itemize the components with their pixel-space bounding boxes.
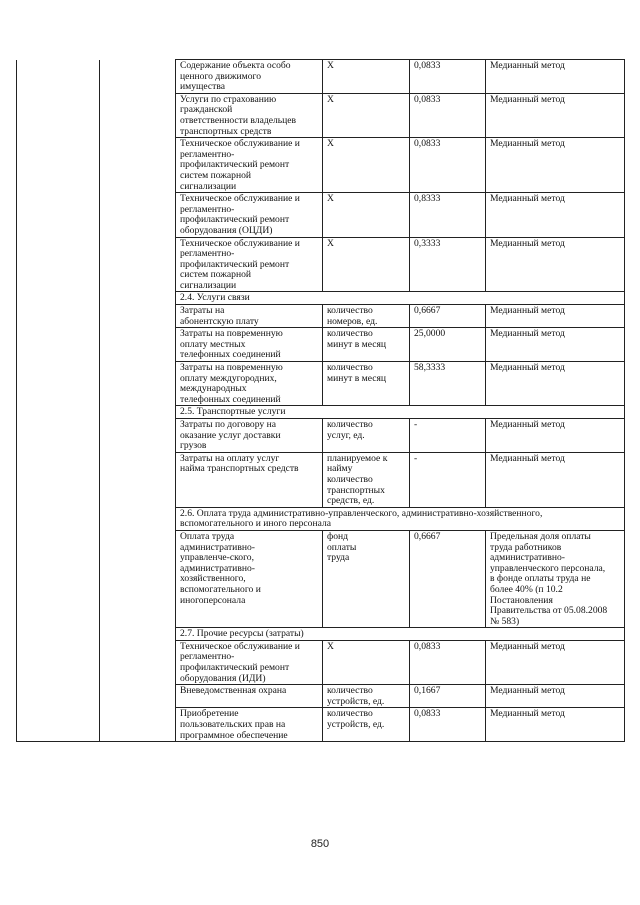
empty-cell xyxy=(100,328,176,362)
section-title: 2.5. Транспортные услуги xyxy=(176,406,625,419)
cost-item-name: Затраты на абонентскую плату xyxy=(176,305,323,328)
table-row xyxy=(17,419,625,453)
empty-cell xyxy=(17,685,100,708)
value-cell: 0,0833 xyxy=(410,708,486,742)
cost-item-name: Приобретение пользовательских прав на программное обеспечение xyxy=(176,708,323,742)
empty-cell xyxy=(100,193,176,237)
empty-cell xyxy=(17,60,100,94)
cost-item-name: Затраты на оплату услуг найма транспортных средств xyxy=(176,452,323,507)
cost-item-name: Техническое обслуживание и регламентно- профилактический ремонт систем пожарной сигнализации xyxy=(176,138,323,193)
table-row xyxy=(17,708,625,742)
empty-cell xyxy=(17,193,100,237)
cost-item-name: Затраты по договору на оказание услуг доставки грузов xyxy=(176,419,323,453)
method-cell: Медианный метод xyxy=(486,419,625,453)
empty-cell xyxy=(17,328,100,362)
empty-cell xyxy=(100,305,176,328)
value-cell: 25,0000 xyxy=(410,328,486,362)
unit-cell: Х xyxy=(323,640,410,684)
value-cell: - xyxy=(410,419,486,453)
cost-item-name: Техническое обслуживание и регламентно- профилактический ремонт оборудования (ИДИ) xyxy=(176,640,323,684)
empty-cell xyxy=(100,640,176,684)
empty-cell xyxy=(100,292,176,305)
empty-cell xyxy=(100,406,176,419)
value-cell: 0,0833 xyxy=(410,60,486,94)
table-row xyxy=(17,452,625,507)
table-row xyxy=(17,138,625,193)
table-row xyxy=(17,530,625,627)
empty-cell xyxy=(100,60,176,94)
cost-item-name: Оплата труда административно- управленче-ского, административно- хозяйственного, вспомогательного и иногоперсонала xyxy=(176,530,323,627)
method-cell: Медианный метод xyxy=(486,362,625,406)
cost-item-name: Затраты на повременную оплату междугородних, международных телефонных соединений xyxy=(176,362,323,406)
empty-cell xyxy=(100,628,176,641)
value-cell: 0,6667 xyxy=(410,530,486,627)
unit-cell: количество минут в месяц xyxy=(323,362,410,406)
table-row xyxy=(17,362,625,406)
empty-cell xyxy=(100,362,176,406)
empty-cell xyxy=(17,507,100,530)
method-cell: Медианный метод xyxy=(486,328,625,362)
value-cell: 0,0833 xyxy=(410,640,486,684)
method-cell: Медианный метод xyxy=(486,708,625,742)
unit-cell: Х xyxy=(323,237,410,292)
empty-cell xyxy=(100,93,176,137)
empty-cell xyxy=(17,93,100,137)
page-number: 850 xyxy=(310,838,330,850)
cost-item-name: Затраты на повременную оплату местных телефонных соединений xyxy=(176,328,323,362)
empty-cell xyxy=(17,530,100,627)
table-row xyxy=(17,305,625,328)
table-row xyxy=(17,328,625,362)
empty-cell xyxy=(17,452,100,507)
value-cell: 0,0833 xyxy=(410,93,486,137)
unit-cell: Х xyxy=(323,93,410,137)
cost-item-name: Вневедомственная охрана xyxy=(176,685,323,708)
method-cell: Предельная доля оплаты труда работников административно- управленческого персонала, в фонде оплаты труда не более 40% (п 10.2 Постановления Правительства от 05.08.2008 № 583) xyxy=(486,530,625,627)
table-row xyxy=(17,237,625,292)
method-cell: Медианный метод xyxy=(486,193,625,237)
unit-cell: количество услуг, ед. xyxy=(323,419,410,453)
table-row xyxy=(17,193,625,237)
method-cell: Медианный метод xyxy=(486,93,625,137)
section-header-row xyxy=(17,406,625,419)
cost-norms-table xyxy=(16,59,625,742)
empty-cell xyxy=(17,628,100,641)
section-header-row xyxy=(17,628,625,641)
method-cell: Медианный метод xyxy=(486,640,625,684)
value-cell: 0,1667 xyxy=(410,685,486,708)
method-cell: Медианный метод xyxy=(486,452,625,507)
section-title: 2.7. Прочие ресурсы (затраты) xyxy=(176,628,625,641)
value-cell: 0,0833 xyxy=(410,138,486,193)
unit-cell: планируемое к найму количество транспортных средств, ед. xyxy=(323,452,410,507)
empty-cell xyxy=(100,507,176,530)
empty-cell xyxy=(17,419,100,453)
cost-item-name: Техническое обслуживание и регламентно- профилактический ремонт систем пожарной сигнализации xyxy=(176,237,323,292)
empty-cell xyxy=(100,685,176,708)
unit-cell: количество устройств, ед. xyxy=(323,685,410,708)
cost-item-name: Услуги по страхованию гражданской ответственности владельцев транспортных средств xyxy=(176,93,323,137)
empty-cell xyxy=(17,237,100,292)
unit-cell: количество устройств, ед. xyxy=(323,708,410,742)
empty-cell xyxy=(100,530,176,627)
empty-cell xyxy=(17,362,100,406)
empty-cell xyxy=(17,708,100,742)
method-cell: Медианный метод xyxy=(486,685,625,708)
empty-cell xyxy=(100,452,176,507)
section-title: 2.6. Оплата труда административно-управленческого, административно-хозяйственного, вспомогательного и иного персонала xyxy=(176,507,625,530)
value-cell: 58,3333 xyxy=(410,362,486,406)
unit-cell: количество минут в месяц xyxy=(323,328,410,362)
table-row xyxy=(17,640,625,684)
value-cell: - xyxy=(410,452,486,507)
method-cell: Медианный метод xyxy=(486,305,625,328)
unit-cell: фонд оплаты труда xyxy=(323,530,410,627)
unit-cell: количество номеров, ед. xyxy=(323,305,410,328)
cost-item-name: Содержание объекта особо ценного движимого имущества xyxy=(176,60,323,94)
empty-cell xyxy=(100,419,176,453)
method-cell: Медианный метод xyxy=(486,60,625,94)
method-cell: Медианный метод xyxy=(486,138,625,193)
empty-cell xyxy=(17,138,100,193)
unit-cell: Х xyxy=(323,138,410,193)
value-cell: 0,8333 xyxy=(410,193,486,237)
table-row xyxy=(17,685,625,708)
value-cell: 0,3333 xyxy=(410,237,486,292)
unit-cell: Х xyxy=(323,193,410,237)
section-header-row xyxy=(17,507,625,530)
empty-cell xyxy=(17,406,100,419)
empty-cell xyxy=(100,708,176,742)
empty-cell xyxy=(17,292,100,305)
empty-cell xyxy=(17,305,100,328)
cost-item-name: Техническое обслуживание и регламентно- профилактический ремонт оборудования (ОЦДИ) xyxy=(176,193,323,237)
section-title: 2.4. Услуги связи xyxy=(176,292,625,305)
empty-cell xyxy=(17,640,100,684)
table-row xyxy=(17,60,625,94)
empty-cell xyxy=(100,237,176,292)
method-cell: Медианный метод xyxy=(486,237,625,292)
unit-cell: Х xyxy=(323,60,410,94)
value-cell: 0,6667 xyxy=(410,305,486,328)
empty-cell xyxy=(100,138,176,193)
table-row xyxy=(17,93,625,137)
section-header-row xyxy=(17,292,625,305)
